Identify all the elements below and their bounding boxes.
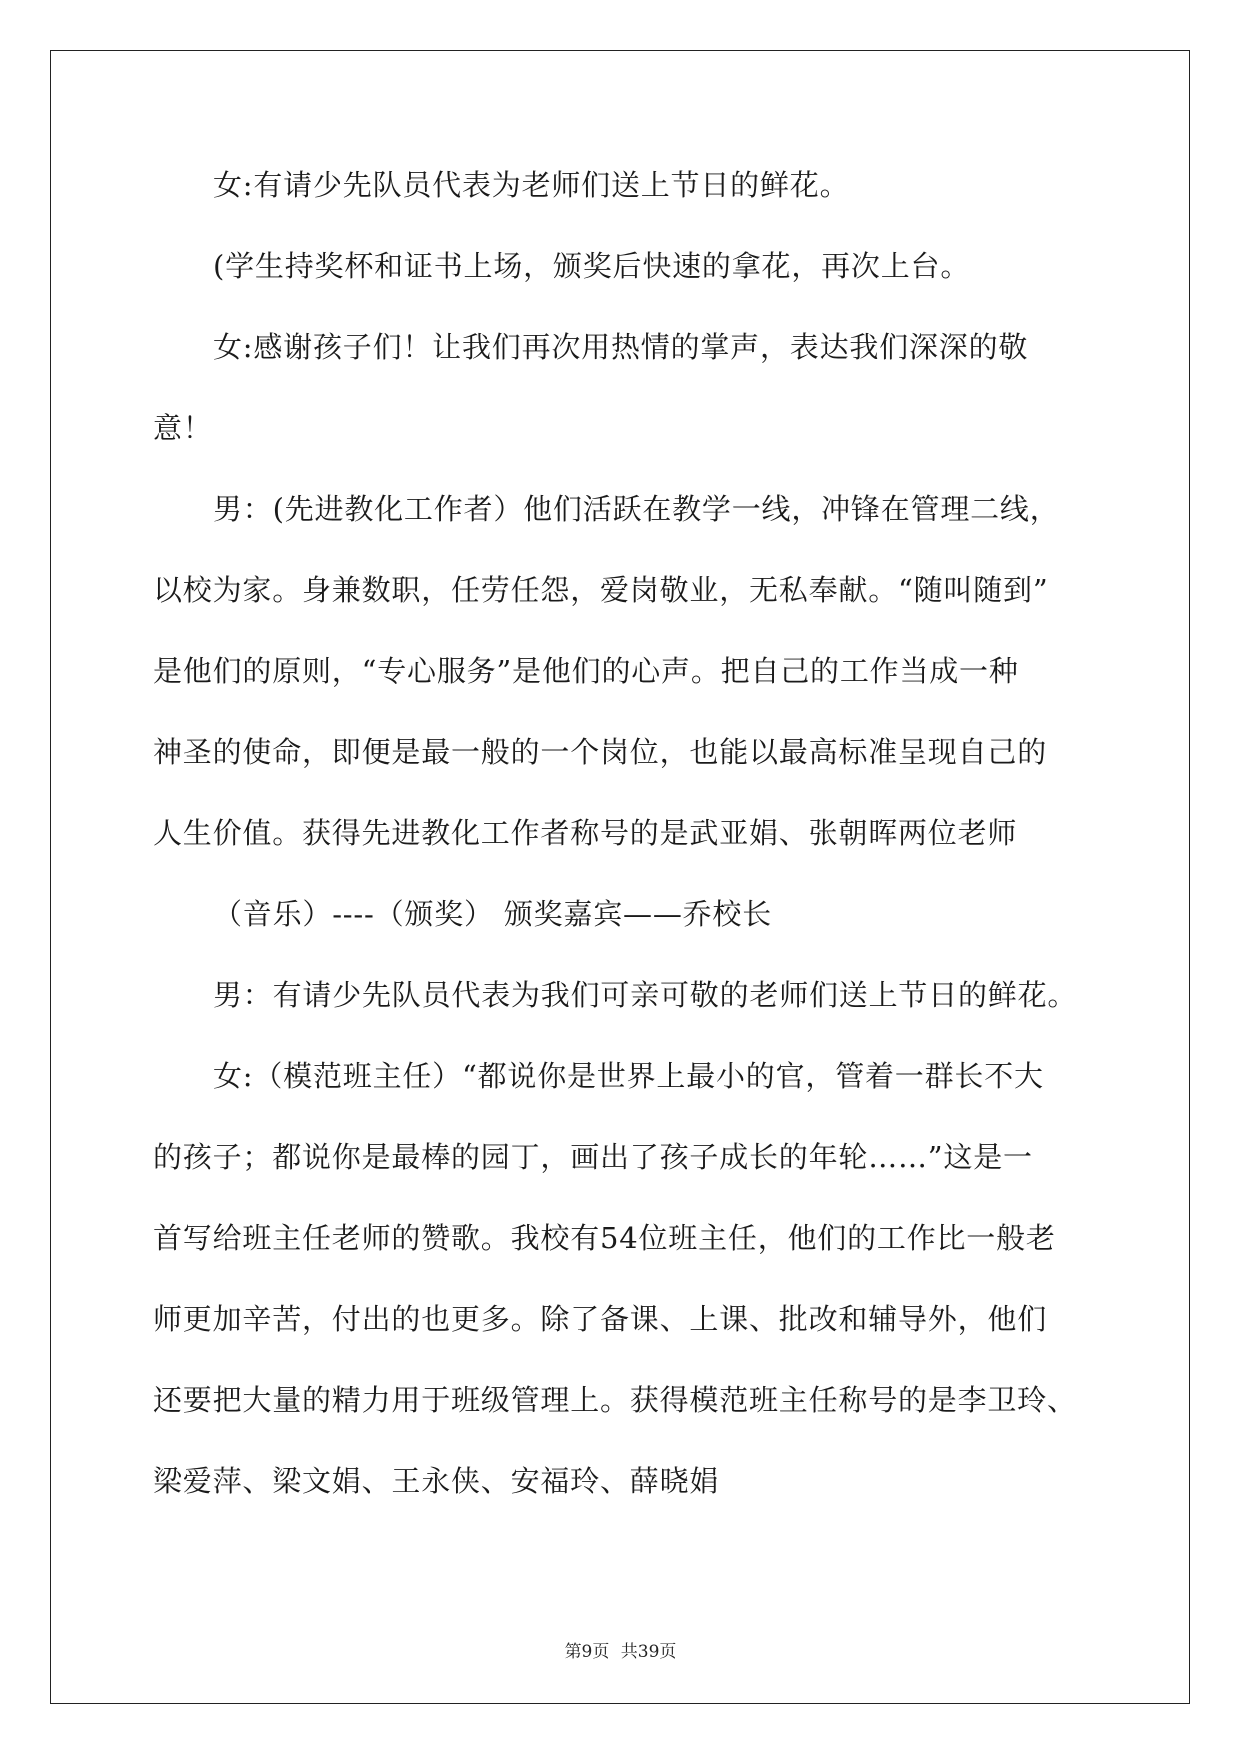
text-line: 神圣的使命，即便是最一般的一个岗位，也能以最高标准呈现自己的	[153, 735, 1048, 769]
text-line: 的孩子；都说你是最棒的园丁，画出了孩子成长的年轮……”这是一	[153, 1140, 1033, 1174]
text-line: 首写给班主任老师的赞歌。我校有54位班主任，他们的工作比一般老	[153, 1221, 1056, 1255]
text-line: 梁爱萍、梁文娟、王永侠、安福玲、薛晓娟	[153, 1464, 720, 1498]
page-footer	[0, 1637, 1241, 1662]
total-pages: 共39页	[620, 1642, 677, 1662]
text-line: 还要把大量的精力用于班级管理上。获得模范班主任称号的是李卫玲、	[153, 1383, 1077, 1417]
text-line: 男：(先进教化工作者）他们活跃在教学一线，冲锋在管理二线，	[213, 492, 1060, 526]
text-line: 女:有请少先队员代表为老师们送上节日的鲜花。	[213, 168, 850, 202]
text-line: 女:感谢孩子们！让我们再次用热情的掌声，表达我们深深的敬	[213, 330, 1029, 364]
text-line: 是他们的原则，“专心服务”是他们的心声。把自己的工作当成一种	[153, 654, 1019, 688]
text-line: 意！	[153, 411, 213, 445]
text-line: 人生价值。获得先进教化工作者称号的是武亚娟、张朝晖两位老师	[153, 816, 1018, 850]
text-line: 男：有请少先队员代表为我们可亲可敬的老师们送上节日的鲜花。	[213, 978, 1078, 1012]
document-body	[153, 165, 1099, 1542]
text-line: （音乐）----（颁奖） 颁奖嘉宾——乔校长	[213, 897, 773, 931]
text-line: 师更加辛苦，付出的也更多。除了备课、上课、批改和辅导外，他们	[153, 1302, 1048, 1336]
text-line: (学生持奖杯和证书上场，颁奖后快速的拿花，再次上台。	[213, 249, 971, 283]
text-line: 以校为家。身兼数职，任劳任怨，爱岗敬业，无私奉献。“随叫随到”	[153, 573, 1049, 607]
text-line: 女:（模范班主任）“都说你是世界上最小的官，管着一群长不大	[213, 1059, 1044, 1093]
page-number: 第9页	[564, 1642, 610, 1662]
